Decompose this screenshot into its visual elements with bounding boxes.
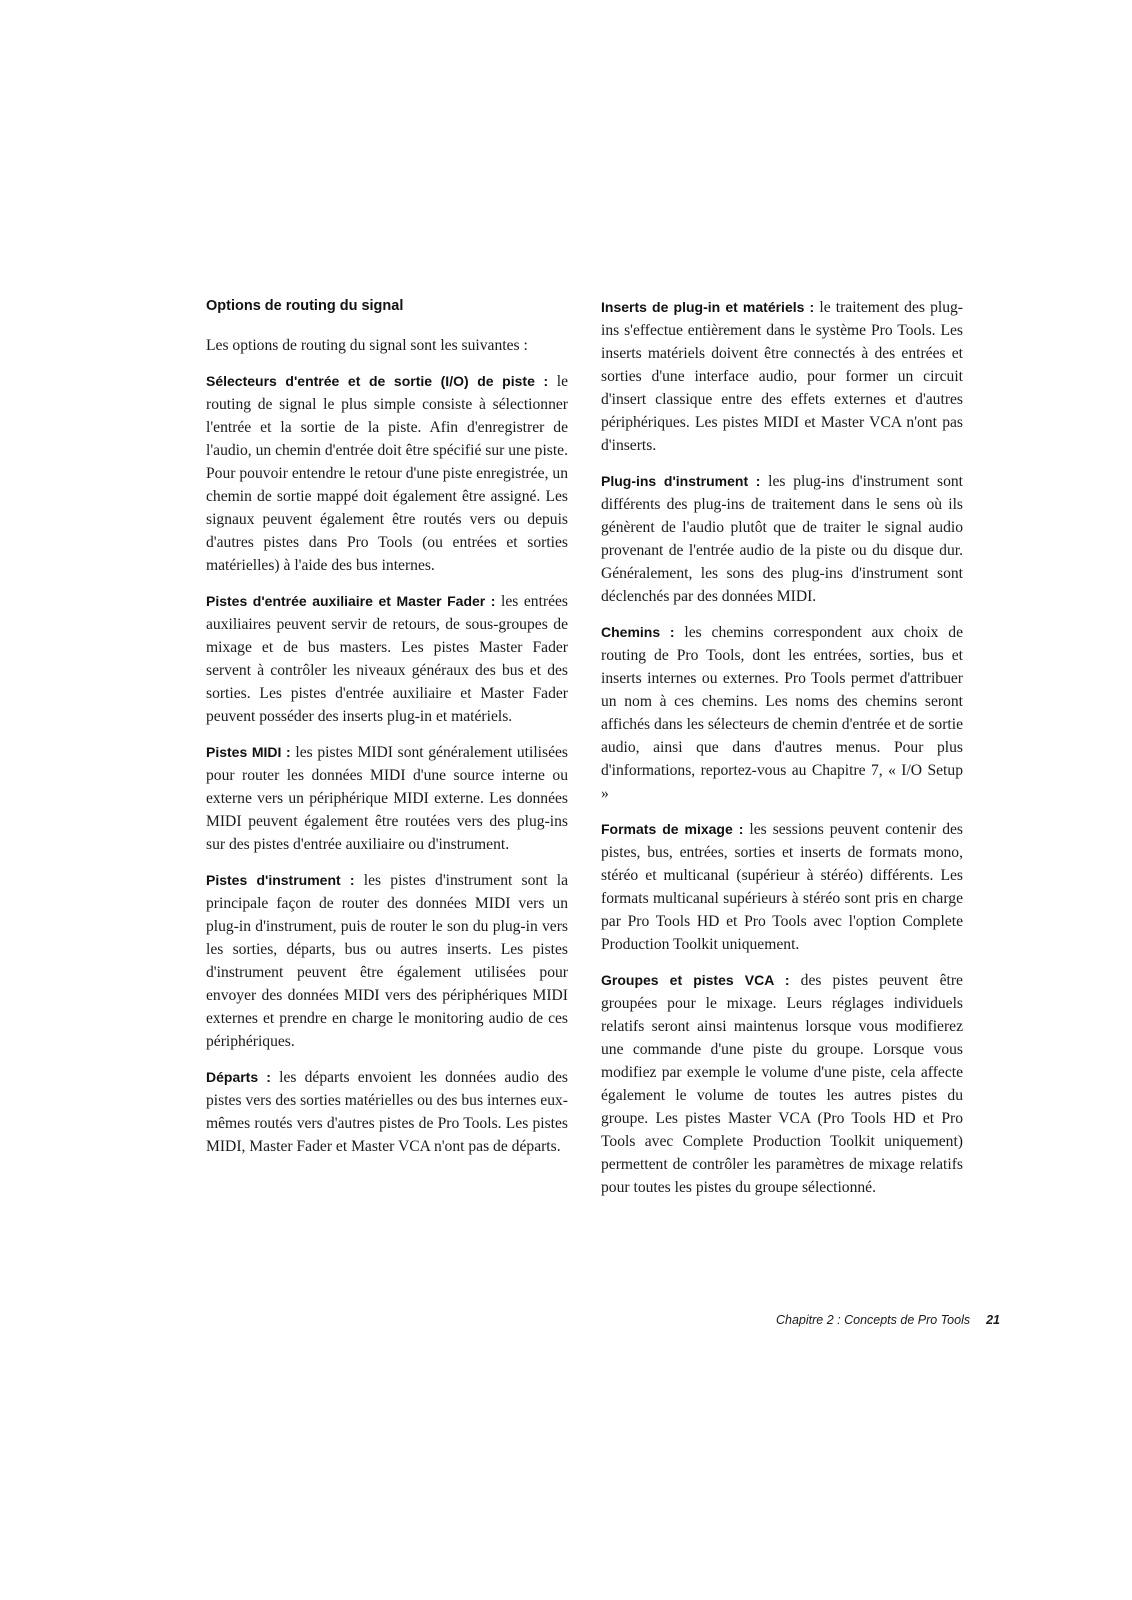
term-instrument-tracks: Pistes d'instrument : bbox=[206, 872, 355, 888]
page-footer bbox=[600, 1312, 1000, 1328]
definition-inserts bbox=[601, 296, 963, 457]
right-column bbox=[601, 296, 963, 1212]
definition-io-selectors bbox=[206, 370, 568, 577]
definition-instrument-plugins bbox=[601, 470, 963, 608]
description-groups-vca: des pistes peuvent être groupées pour le mixage. Leurs réglages individuels relatifs seront ainsi maintenus lorsque vous modifierez une commande d'une piste du groupe. Lorsque vous modifiez par exemple le volume d'une piste, cela affecte également le volume de toutes les autres pistes du groupe. Les pistes Master VCA (Pro Tools HD et Pro Tools avec Complete Production Toolkit uniquement) permettent de contrôler les paramètres de mixage relatifs pour toutes les pistes du groupe sélectionné. bbox=[601, 972, 963, 1196]
term-paths: Chemins : bbox=[601, 624, 675, 640]
definition-sends bbox=[206, 1066, 568, 1158]
definition-instrument-tracks bbox=[206, 869, 568, 1053]
definition-midi-tracks bbox=[206, 741, 568, 856]
footer-page-number: 21 bbox=[986, 1313, 1000, 1327]
definition-aux-master bbox=[206, 590, 568, 728]
footer-chapter-title: Chapitre 2 : Concepts de Pro Tools bbox=[776, 1313, 971, 1327]
term-sends: Départs : bbox=[206, 1069, 271, 1085]
description-aux-master: les entrées auxiliaires peuvent servir de retours, de sous-groupes de mixage et de bus masters. Les pistes Master Fader servent à contrôler les niveaux généraux des bus et des sorties. Les pistes d'entrée auxiliaire et Master Fader peuvent posséder des inserts plug-in et matériels. bbox=[206, 593, 568, 725]
description-io-selectors: le routing de signal le plus simple consiste à sélectionner l'entrée et la sortie de la piste. Afin d'enregistrer de l'audio, un chemin d'entrée doit être spécifié sur une piste. Pour pouvoir entendre le retour d'une piste enregistrée, un chemin de sortie mappé doit également être assigné. Les signaux peuvent également être routés vers ou depuis d'autres pistes dans Pro Tools (ou entrées et sorties matérielles) à l'aide des bus internes. bbox=[206, 373, 569, 574]
intro-paragraph: Les options de routing du signal sont les suivantes : bbox=[206, 337, 528, 354]
term-instrument-plugins: Plug-ins d'instrument : bbox=[601, 473, 761, 489]
description-inserts: le traitement des plug-ins s'effectue entièrement dans le système Pro Tools. Les inserts matériels doivent être connectés à des entrées et sorties d'une interface audio, pour former un circuit d'insert classique entre des effets externes et d'autres périphériques. Les pistes MIDI et Master VCA n'ont pas d'inserts. bbox=[601, 299, 964, 454]
description-instrument-tracks: les pistes d'instrument sont la principale façon de router des données MIDI vers un plug-in d'instrument, puis de router le son du plug-in vers les sorties, départs, bus ou autres inserts. Les pistes d'instrument peuvent être également utilisées pour envoyer des données MIDI vers des périphériques MIDI externes et prendre en charge le monitoring audio de ces périphériques. bbox=[206, 872, 568, 1050]
definition-mix-formats bbox=[601, 818, 963, 956]
term-io-selectors: Sélecteurs d'entrée et de sortie (I/O) de piste : bbox=[206, 373, 549, 389]
description-midi-tracks: les pistes MIDI sont généralement utilisées pour router les données MIDI d'une source interne ou externe vers un périphérique MIDI externe. Les données MIDI peuvent également être routées vers des plug-ins sur des pistes d'entrée auxiliaire ou d'instrument. bbox=[206, 744, 568, 853]
term-groups-vca: Groupes et pistes VCA : bbox=[601, 972, 790, 988]
definition-groups-vca bbox=[601, 969, 963, 1199]
term-mix-formats: Formats de mixage : bbox=[601, 821, 744, 837]
term-aux-master: Pistes d'entrée auxiliaire et Master Fader : bbox=[206, 593, 496, 609]
term-midi-tracks: Pistes MIDI : bbox=[206, 744, 291, 760]
description-instrument-plugins: les plug-ins d'instrument sont différents des plug-ins de traitement dans le sens où ils génèrent de l'audio plutôt que de traiter le signal audio provenant de l'entrée audio de la piste ou du disque dur. Généralement, les sons des plug-ins d'instrument sont déclenchés par des données MIDI. bbox=[601, 473, 963, 605]
description-mix-formats: les sessions peuvent contenir des pistes, bus, entrées, sorties et inserts de formats mono, stéréo et multicanal (supérieur à stéréo) différents. Les formats multicanal supérieurs à stéréo sont pris en charge par Pro Tools HD et Pro Tools avec l'option Complete Production Toolkit uniquement. bbox=[601, 821, 963, 953]
section-heading: Options de routing du signal bbox=[206, 298, 404, 314]
left-column bbox=[206, 296, 568, 1171]
term-inserts: Inserts de plug-in et matériels : bbox=[601, 299, 815, 315]
description-sends: les départs envoient les données audio des pistes vers des sorties matérielles ou des bus internes eux-mêmes routés vers d'autres pistes de Pro Tools. Les pistes MIDI, Master Fader et Master VCA n'ont pas de départs. bbox=[206, 1069, 568, 1155]
description-paths: les chemins correspondent aux choix de routing de Pro Tools, dont les entrées, sorties, bus et inserts internes ou externes. Pro Tools permet d'attribuer un nom à ces chemins. Les noms des chemins seront affichés dans les sélecteurs de chemin d'entrée et de sortie audio, ainsi que dans d'autres menus. Pour plus d'informations, reportez-vous au Chapitre 7, « I/O Setup » bbox=[601, 624, 963, 802]
definition-paths bbox=[601, 621, 963, 805]
